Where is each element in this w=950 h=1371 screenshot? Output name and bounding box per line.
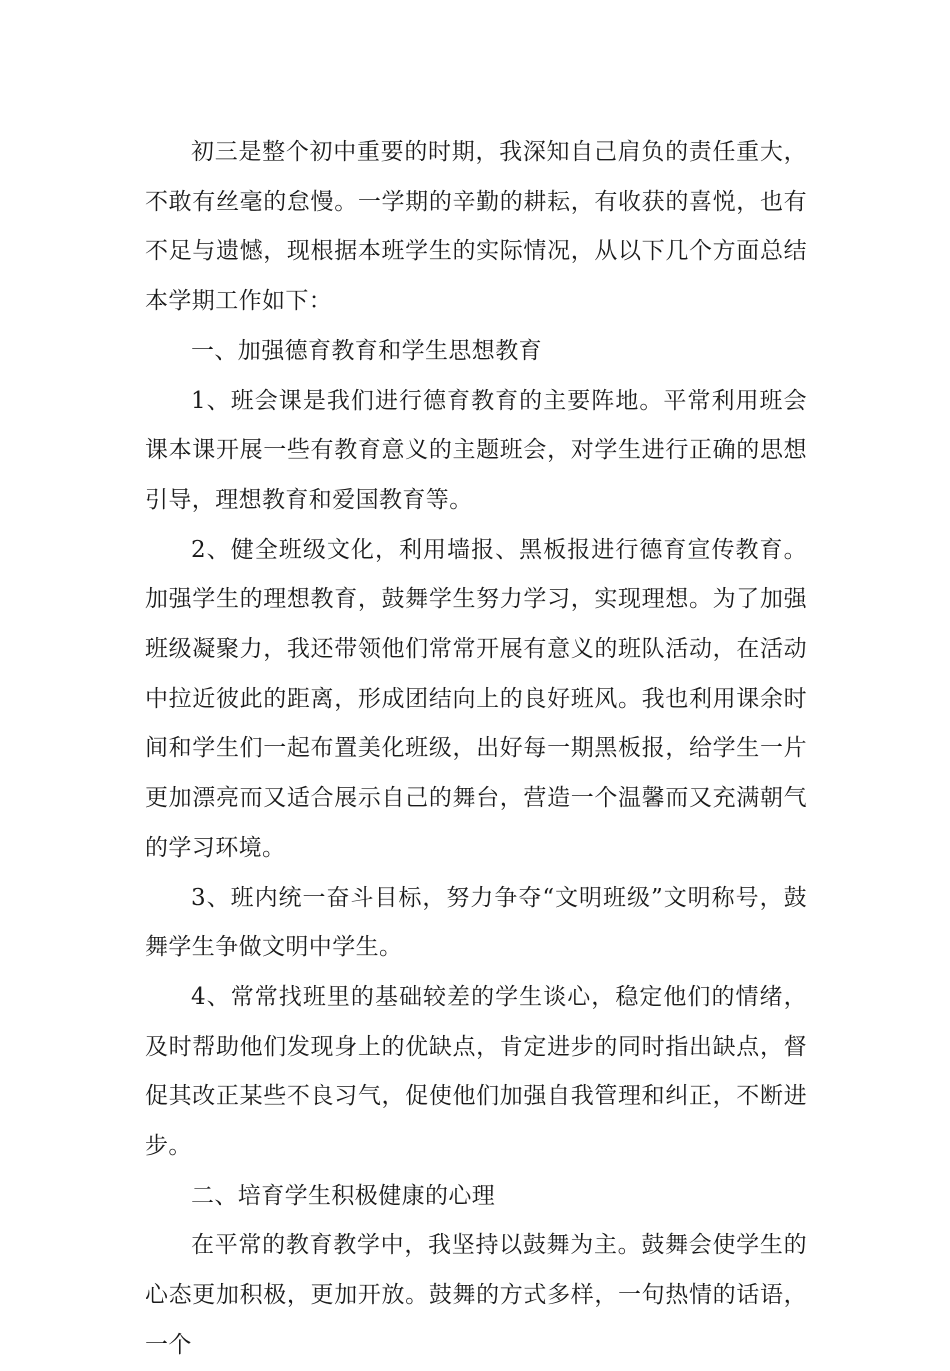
document-body <box>145 128 807 1371</box>
intro-paragraph: 初三是整个初中重要的时期，我深知自己肩负的责任重大，不敢有丝毫的怠慢。一学期的辛勤的耕耘，有收获的喜悦，也有不足与遗憾，现根据本班学生的实际情况，从以下几个方面总结本学期工作如下： <box>145 139 807 315</box>
paragraph-item-4: 4、常常找班里的基础较差的学生谈心，稳定他们的情绪，及时帮助他们发现身上的优缺点，肯定进步的同时指出缺点，督促其改正某些不良习气，促使他们加强自我管理和纠正，不断进步。 <box>145 983 807 1160</box>
paragraph-item-1: 1、班会课是我们进行德育教育的主要阵地。平常利用班会课本课开展一些有教育意义的主题班会，对学生进行正确的思想引导，理想教育和爱国教育等。 <box>145 387 807 513</box>
paragraph-item-2: 2、健全班级文化，利用墙报、黑板报进行德育宣传教育。加强学生的理想教育，鼓舞学生努力学习，实现理想。为了加强班级凝聚力，我还带领他们常常开展有意义的班队活动，在活动中拉近彼此的距离，形成团结向上的良好班风。我也利用课余时间和学生们一起布置美化班级，出好每一期黑板报，给学生一片更加漂亮而又适合展示自己的舞台，营造一个温馨而又充满朝气的学习环境。 <box>145 536 807 861</box>
section-heading-1: 一、加强德育教育和学生思想教育 <box>191 337 542 364</box>
paragraph-encouragement: 在平常的教育教学中，我坚持以鼓舞为主。鼓舞会使学生的心态更加积极，更加开放。鼓舞的方式多样，一句热情的话语，一个 <box>145 1232 807 1358</box>
section-heading-2: 二、培育学生积极健康的心理 <box>191 1182 496 1209</box>
paragraph-item-3: 3、班内统一奋斗目标，努力争夺“文明班级”文明称号，鼓舞学生争做文明中学生。 <box>145 884 807 961</box>
